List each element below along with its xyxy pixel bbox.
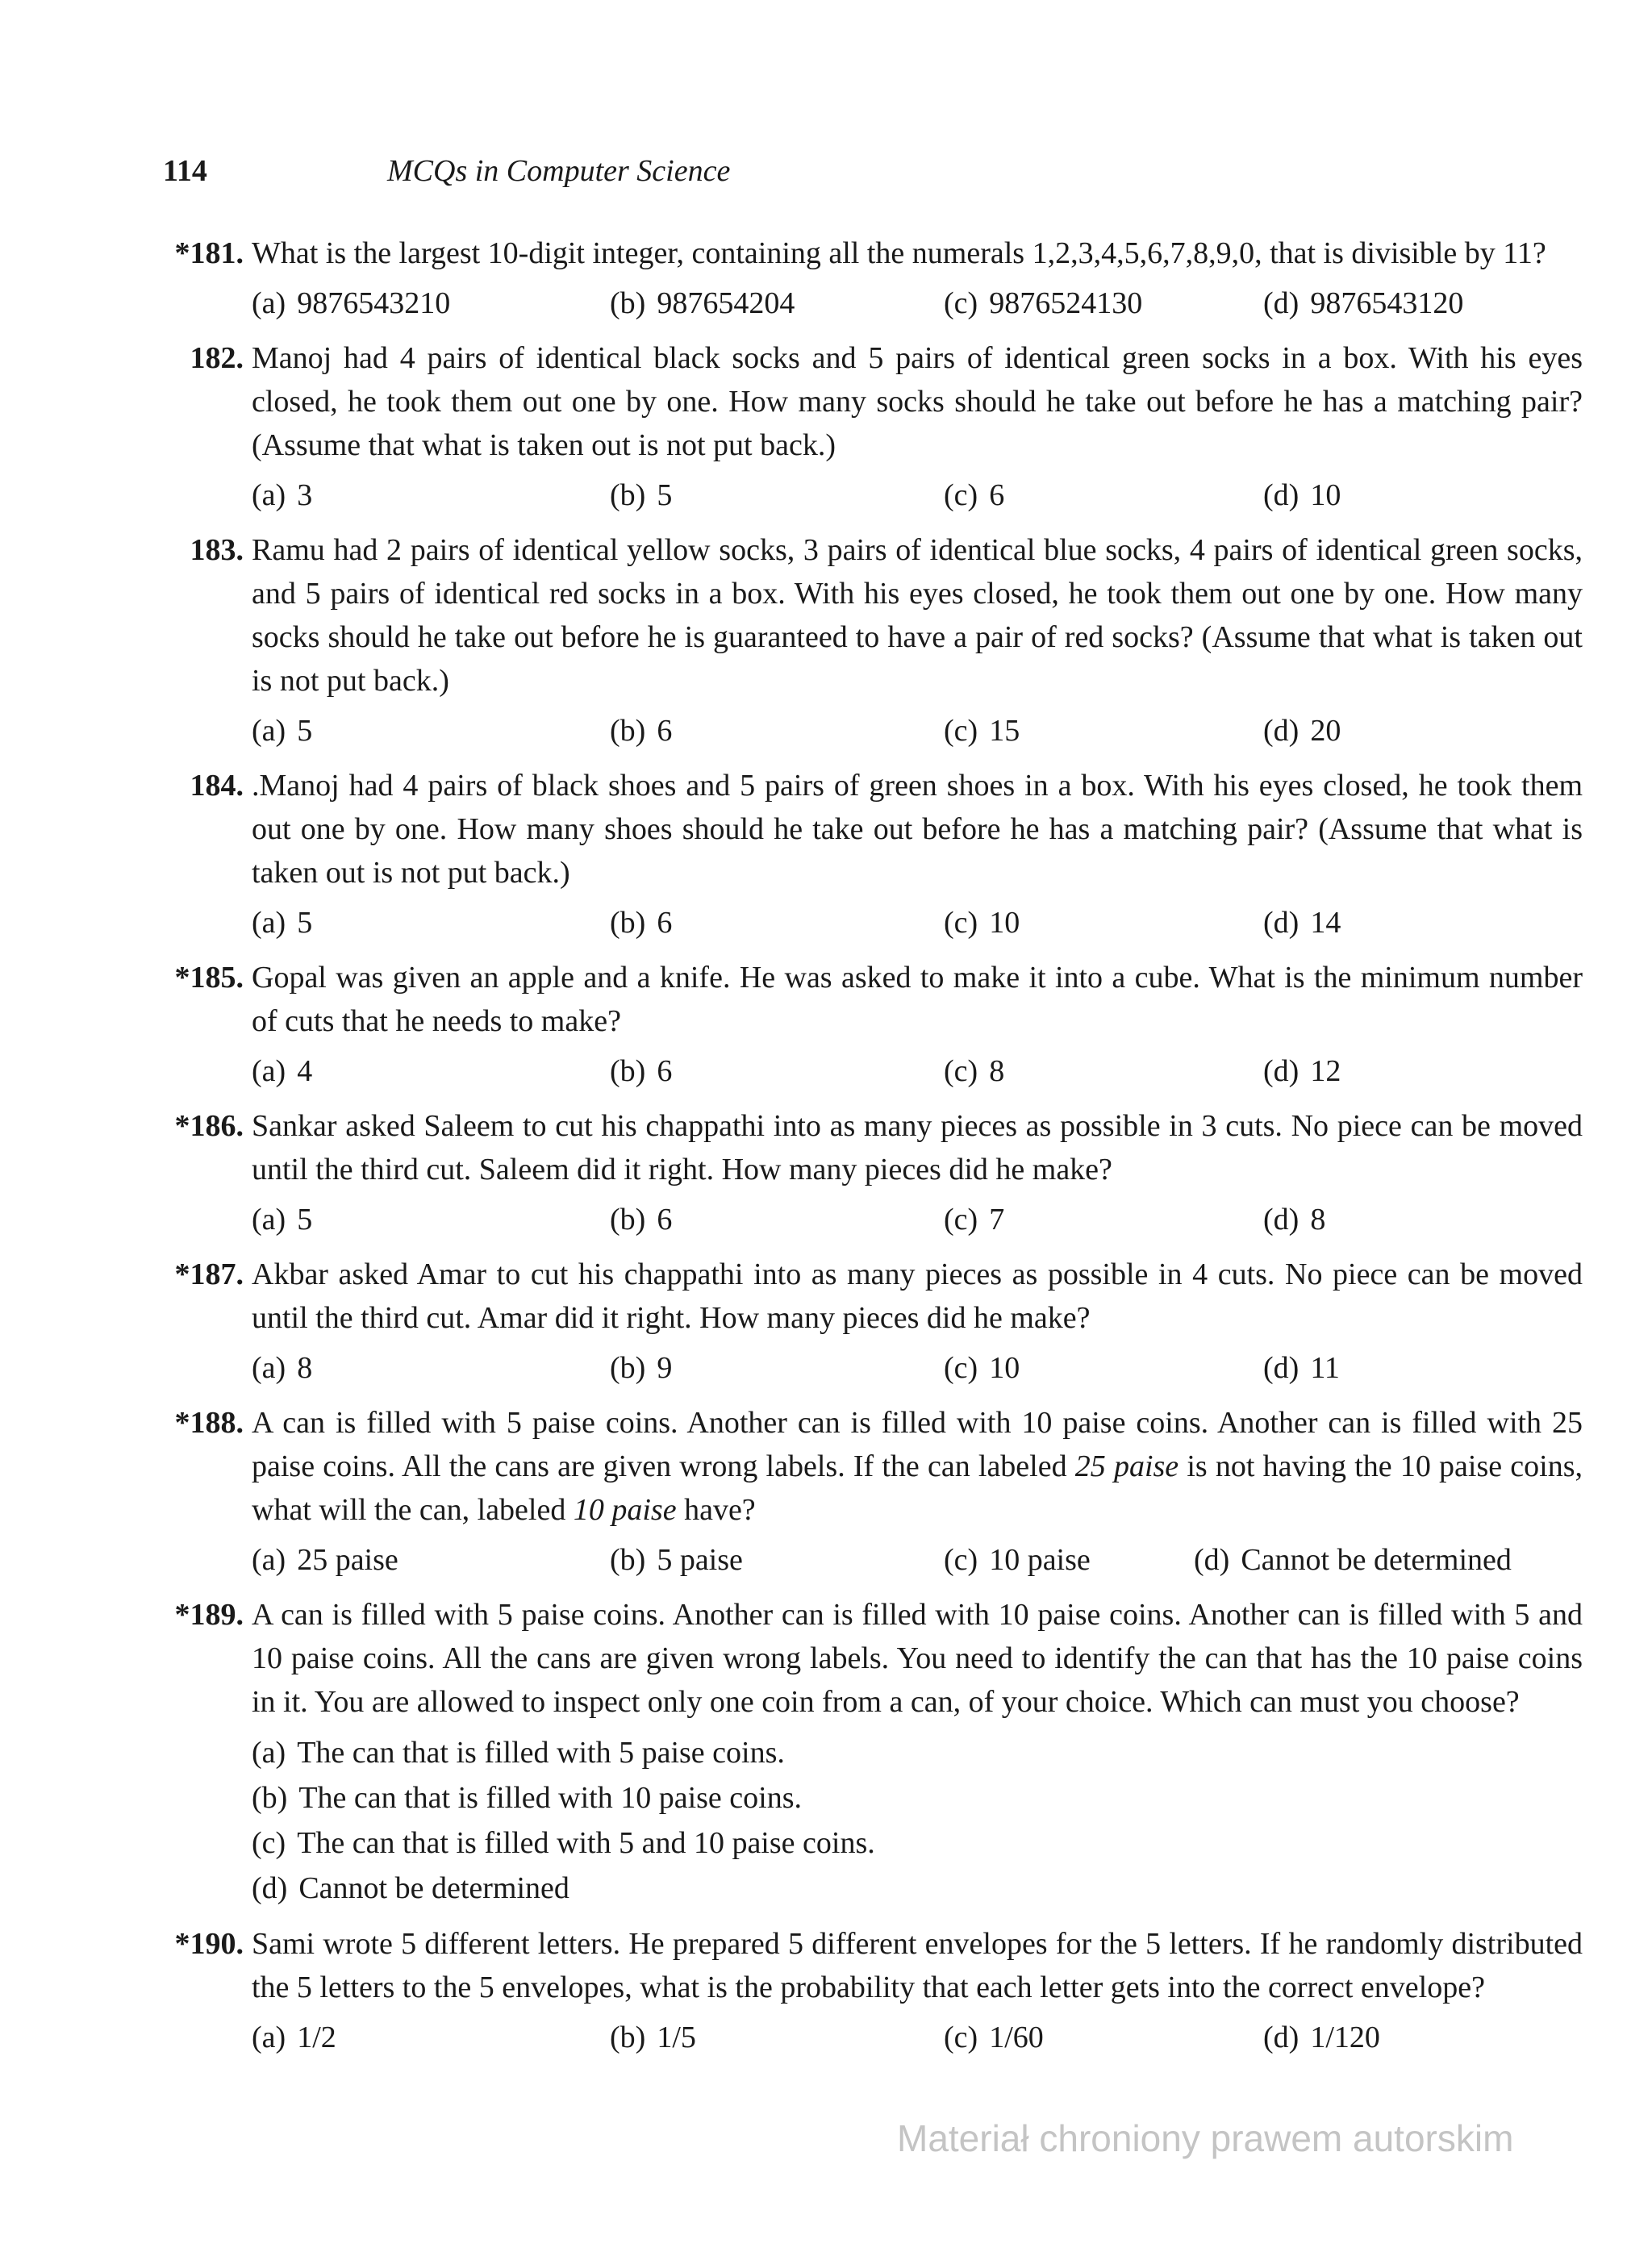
option-letter: (a) [252, 478, 286, 512]
option-b [610, 709, 944, 753]
option-text: 5 paise [657, 1543, 743, 1577]
option-b [610, 1538, 944, 1582]
option-a [252, 901, 610, 945]
option-d [1263, 473, 1341, 517]
option-b [252, 1775, 1583, 1820]
option-letter: (a) [252, 1543, 286, 1577]
options [252, 1346, 1583, 1390]
option-text: 8 [297, 1351, 313, 1385]
option-text: 10 [989, 1351, 1020, 1385]
option-text: 6 [657, 714, 673, 748]
option-letter: (c) [944, 286, 978, 320]
option-text: 3 [297, 478, 313, 512]
question-text-part: have? [676, 1493, 756, 1527]
option-text: 6 [989, 478, 1005, 512]
option-d [1263, 1198, 1325, 1241]
option-letter: (a) [252, 1351, 286, 1385]
option-text: 4 [297, 1054, 313, 1088]
option-letter: (b) [610, 906, 646, 940]
option-text: 9876543120 [1310, 286, 1464, 320]
option-a [252, 1538, 610, 1582]
question-text: Sankar asked Saleem to cut his chappathi into as many pieces as possible in 3 cuts. No piece can be moved until the third cut. Saleem did it right. How many pieces did he make? [252, 1109, 1583, 1186]
question-182 [144, 336, 1583, 517]
option-c [252, 1820, 1583, 1866]
question-186 [144, 1104, 1583, 1241]
option-text: 5 [297, 906, 313, 940]
question-text: Manoj had 4 pairs of identical black socks and 5 pairs of identical green socks in a box. With his eyes closed, he took them out one by one. How many socks should he take out before he has a matching pair? (Assume that what is taken out is not put back.) [252, 341, 1583, 462]
option-text: 1/60 [989, 2021, 1044, 2054]
question-text: .Manoj had 4 pairs of black shoes and 5 pairs of green shoes in a box. With his eyes closed, he took them out one by one. How many shoes should he take out before he has a matching pair? (Assume that what is taken out is not put back.) [252, 769, 1583, 890]
option-letter: (b) [610, 1543, 646, 1577]
option-letter: (d) [1263, 1054, 1299, 1088]
option-letter: (a) [252, 714, 286, 748]
option-letter: (a) [252, 1203, 286, 1237]
option-text: 11 [1310, 1351, 1340, 1385]
question-number: *187. [174, 1257, 244, 1291]
option-letter: (c) [252, 1826, 286, 1860]
option-d [252, 1866, 1583, 1911]
option-letter: (d) [1194, 1543, 1230, 1577]
question-184 [144, 764, 1583, 945]
option-b [610, 1049, 944, 1093]
option-letter: (c) [944, 1351, 978, 1385]
options [252, 1198, 1583, 1241]
question-190 [144, 1922, 1583, 2059]
option-d [1194, 1538, 1512, 1582]
option-text: 6 [657, 906, 673, 940]
option-text: 9876524130 [989, 286, 1143, 320]
question-text: A can is filled with 5 paise coins. Another can is filled with 10 paise coins. Another can is filled with 5 and 10 paise coins. All the cans are given wrong labels. You need to identify the can that has the 10 paise coins in it. You are allowed to inspect only one coin from a can, of your choice. Which can must you choose? [252, 1598, 1583, 1719]
option-d [1263, 901, 1341, 945]
option-letter: (b) [610, 286, 646, 320]
question-text: Akbar asked Amar to cut his chappathi into as many pieces as possible in 4 cuts. No piece can be moved until the third cut. Amar did it right. How many pieces did he make? [252, 1257, 1583, 1335]
question-number: *189. [174, 1598, 244, 1632]
option-letter: (d) [1263, 286, 1299, 320]
option-d [1263, 1346, 1340, 1390]
option-text: 1/5 [657, 2021, 696, 2054]
option-letter: (a) [252, 286, 286, 320]
question-189 [144, 1593, 1583, 1911]
option-letter: (a) [252, 906, 286, 940]
option-a [252, 473, 610, 517]
option-text: The can that is filled with 5 and 10 paise coins. [297, 1826, 875, 1860]
question-number: 182. [190, 341, 244, 375]
option-text: 8 [1310, 1203, 1326, 1237]
question-text: What is the largest 10-digit integer, containing all the numerals 1,2,3,4,5,6,7,8,9,0, that is divisible by 11? [252, 236, 1546, 270]
option-a [252, 1198, 610, 1241]
options [252, 901, 1583, 945]
option-letter: (b) [610, 2021, 646, 2054]
option-letter: (a) [252, 1054, 286, 1088]
question-188 [144, 1401, 1583, 1582]
option-text: 12 [1310, 1054, 1341, 1088]
option-letter: (b) [610, 1054, 646, 1088]
question-text [252, 1401, 1583, 1532]
option-d [1263, 282, 1463, 325]
options [252, 709, 1583, 753]
question-text: Ramu had 2 pairs of identical yellow socks, 3 pairs of identical blue socks, 4 pairs of identical green socks, and 5 pairs of identical red socks in a box. With his eyes closed, he took them out one by one. How many socks should he take out before he is guaranteed to have a pair of red socks? (Assume that what is taken out is not put back.) [252, 533, 1583, 698]
option-a [252, 2016, 610, 2059]
option-letter: (d) [1263, 478, 1299, 512]
option-text: 25 paise [297, 1543, 398, 1577]
option-text: 10 [1310, 478, 1341, 512]
option-c [944, 1538, 1194, 1582]
label-10-paise: 10 paise [573, 1493, 677, 1527]
option-b [610, 282, 944, 325]
option-letter: (c) [944, 1543, 978, 1577]
option-b [610, 473, 944, 517]
question-181 [144, 231, 1583, 325]
copyright-watermark: Materiał chroniony prawem autorskim [897, 2117, 1514, 2159]
option-d [1263, 2016, 1380, 2059]
option-letter: (d) [1263, 906, 1299, 940]
option-letter: (c) [944, 1054, 978, 1088]
option-text: 8 [989, 1054, 1005, 1088]
option-letter: (a) [252, 1736, 286, 1770]
running-title: MCQs in Computer Science [387, 154, 731, 188]
question-number: *186. [174, 1109, 244, 1143]
option-c [944, 1346, 1263, 1390]
option-text: 6 [657, 1203, 673, 1237]
question-number: *181. [174, 236, 244, 270]
option-text: 1/2 [297, 2021, 336, 2054]
option-c [944, 1198, 1263, 1241]
option-text: 5 [657, 478, 673, 512]
option-letter: (d) [252, 1871, 288, 1905]
options [252, 282, 1583, 325]
option-letter: (b) [610, 478, 646, 512]
option-a [252, 1346, 610, 1390]
option-b [610, 1198, 944, 1241]
option-text: 20 [1310, 714, 1341, 748]
page-header [163, 153, 1583, 195]
question-185 [144, 956, 1583, 1093]
option-c [944, 901, 1263, 945]
option-text: 10 paise [989, 1543, 1091, 1577]
option-text: 5 [297, 714, 313, 748]
option-letter: (c) [944, 478, 978, 512]
question-number: *190. [174, 1927, 244, 1961]
question-number: *185. [174, 961, 244, 995]
page-number: 114 [163, 154, 207, 188]
option-c [944, 1049, 1263, 1093]
option-a [252, 1049, 610, 1093]
options [252, 1730, 1583, 1911]
option-c [944, 282, 1263, 325]
option-letter: (b) [252, 1781, 288, 1815]
option-text: 9 [657, 1351, 673, 1385]
option-letter: (c) [944, 1203, 978, 1237]
option-text: 5 [297, 1203, 313, 1237]
option-text: 14 [1310, 906, 1341, 940]
question-number: 183. [190, 533, 244, 567]
option-d [1263, 709, 1341, 753]
question-text: Sami wrote 5 different letters. He prepared 5 different envelopes for the 5 letters. If he randomly distributed the 5 letters to the 5 envelopes, what is the probability that each letter gets into the correct envelope? [252, 1927, 1583, 2004]
question-183 [144, 528, 1583, 753]
option-text: Cannot be determined [1241, 1543, 1512, 1577]
option-letter: (b) [610, 1203, 646, 1237]
option-letter: (c) [944, 906, 978, 940]
option-text: 7 [989, 1203, 1005, 1237]
label-25-paise: 25 paise [1074, 1449, 1179, 1483]
question-187 [144, 1253, 1583, 1390]
option-text: 987654204 [657, 286, 795, 320]
question-number: 184. [190, 769, 244, 803]
option-letter: (b) [610, 714, 646, 748]
option-text: 15 [989, 714, 1020, 748]
option-letter: (d) [1263, 1203, 1299, 1237]
option-b [610, 901, 944, 945]
option-d [1263, 1049, 1341, 1093]
option-text: 9876543210 [297, 286, 451, 320]
question-text-part: A can is filled with 5 paise coins. Another can is filled with 10 paise coins. Another can is filled with 25 paise coins. All the cans are given wrong labels. If the can labeled [252, 1406, 1583, 1483]
question-list [144, 231, 1583, 2071]
options [252, 1538, 1583, 1582]
option-c [944, 709, 1263, 753]
option-a [252, 282, 610, 325]
option-letter: (c) [944, 2021, 978, 2054]
option-b [610, 1346, 944, 1390]
option-letter: (b) [610, 1351, 646, 1385]
option-text: 10 [989, 906, 1020, 940]
option-b [610, 2016, 944, 2059]
option-a [252, 709, 610, 753]
option-a [252, 1730, 1583, 1775]
options [252, 1049, 1583, 1093]
option-letter: (a) [252, 2021, 286, 2054]
option-letter: (d) [1263, 1351, 1299, 1385]
question-text: Gopal was given an apple and a knife. He was asked to make it into a cube. What is the minimum number of cuts that he needs to make? [252, 961, 1583, 1038]
option-text: 1/120 [1310, 2021, 1380, 2054]
option-letter: (c) [944, 714, 978, 748]
option-text: Cannot be determined [298, 1871, 569, 1905]
options [252, 473, 1583, 517]
options [252, 2016, 1583, 2059]
question-number: *188. [174, 1406, 244, 1440]
question-text-part: is not having the 10 paise coins, what will the can, labeled [252, 1449, 1583, 1527]
option-c [944, 473, 1263, 517]
option-text: The can that is filled with 5 paise coins. [297, 1736, 785, 1770]
option-letter: (d) [1263, 2021, 1299, 2054]
option-text: The can that is filled with 10 paise coins. [298, 1781, 802, 1815]
option-letter: (d) [1263, 714, 1299, 748]
option-text: 6 [657, 1054, 673, 1088]
option-c [944, 2016, 1263, 2059]
